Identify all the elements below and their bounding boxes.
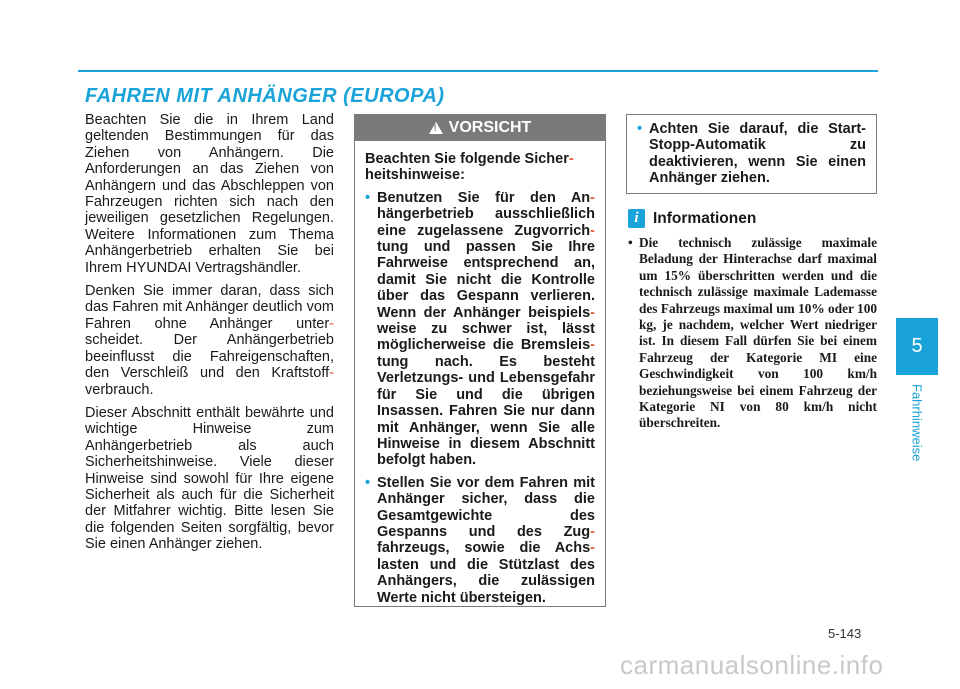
chapter-number-tab: 5 [896,318,938,375]
info-header [628,209,756,228]
info-icon: i [628,209,645,228]
info-title: Informationen [653,209,757,227]
bullet-icon: • [365,474,371,491]
chapter-label: Fahrhinweise [909,384,925,462]
watermark: carmanualsonline.info [620,650,884,680]
bullet-icon: • [637,121,643,137]
caution-box [354,114,606,607]
caution-bullet-3: • Achten Sie darauf, die Start-Stopp-Automatik zu deaktivieren, wenn Sie einen Anhänger ziehen. [637,121,866,187]
section-title: FAHREN MIT ANHÄNGER (EUROPA) [85,85,445,107]
caution-header [355,115,605,141]
page-number: 5-143 [828,626,862,641]
warning-icon [429,122,443,134]
caution-bullet-2: • Stellen Sie vor dem Fahren mit Anhänger sicher, dass die Gesamtgewichte des Gespanns und des Zug- fahrzeugs, sowie die Achs- lasten und die Stützlast des Anhängers, die zulässigen Werte nicht übersteigen. [365,474,595,606]
intro-paragraph-3: Dieser Abschnitt enthält bewährte und wichtige Hinweise zum Anhängerbetrieb als auch Sicherheitshinweise. Viele dieser Hinweise sind sowohl für Ihre eigene Sicherheit als auch für die Sicherheit der Mitfahrer wichtig. Bitte lesen Sie die folgenden Seiten sorgfältig, bevor Sie einen Anhänger ziehen. [85,404,334,553]
info-bullet: • Die technisch zulässige maximale Beladung der Hinterachse darf maximal um 15% überschritten werden und die technisch zulässige maximale Lademasse des Fahrzeugs maximal um 10% oder 100 kg, je nachdem, welcher Wert niedriger ist. In diesem Fall dürfen Sie bei einem Fahrzeug der Kategorie MI eine Geschwindigkeit von 100 km/h beziehungsweise bei einem Fahrzeug der Kategorie NI von 80 km/h nicht überschreiten. [628,235,877,431]
info-body [628,235,877,432]
intro-paragraph-2: Denken Sie immer daran, dass sich das Fahren mit Anhänger deutlich vom Fahren ohne Anhänger unter- scheidet. Der Anhängerbetrieb beeinflusst die Fahreigenschaften, den Verschleiß und den Kraftstoff- verbrauch. [85,283,334,398]
top-divider [78,70,878,72]
caution-continued-box [626,114,877,194]
bullet-icon: • [628,235,633,250]
caution-label: VORSICHT [448,119,532,136]
caution-bullet-1: • Benutzen Sie für den An- hängerbetrieb ausschließlich eine zugelassene Zugvorrich- tung und passen Sie Ihre Fahrweise entsprechend an, damit Sie nicht die Kontrolle über das Gespann verlieren. Wenn der Anhänger beispiels- weise zu schwer ist, lässt möglicherweise die Bremsleis- tung nach. Es besteht Verletzungs- und Lebensgefahr für Sie und die übrigen Insassen. Fahren Sie nur dann mit Anhänger, wenn Sie alle Hinweise in diesem Abschnitt befolgt haben. [365,189,595,469]
intro-column [85,112,334,560]
bullet-icon: • [365,189,371,206]
intro-paragraph-1: Beachten Sie die in Ihrem Land geltenden Bestimmungen für das Ziehen von Anhängern. Die Anforderungen an das Ziehen von Anhängern und das Abschleppen von Fahrzeugen richten sich nach den jeweiligen gesetzlichen Regelungen. Weitere Informationen zum Thema Anhängerbetrieb erhalten Sie bei Ihrem HYUNDAI Vertragshändler. [85,112,334,276]
caution-intro: Beachten Sie folgende Sicher- heitshinweise: [365,151,574,184]
